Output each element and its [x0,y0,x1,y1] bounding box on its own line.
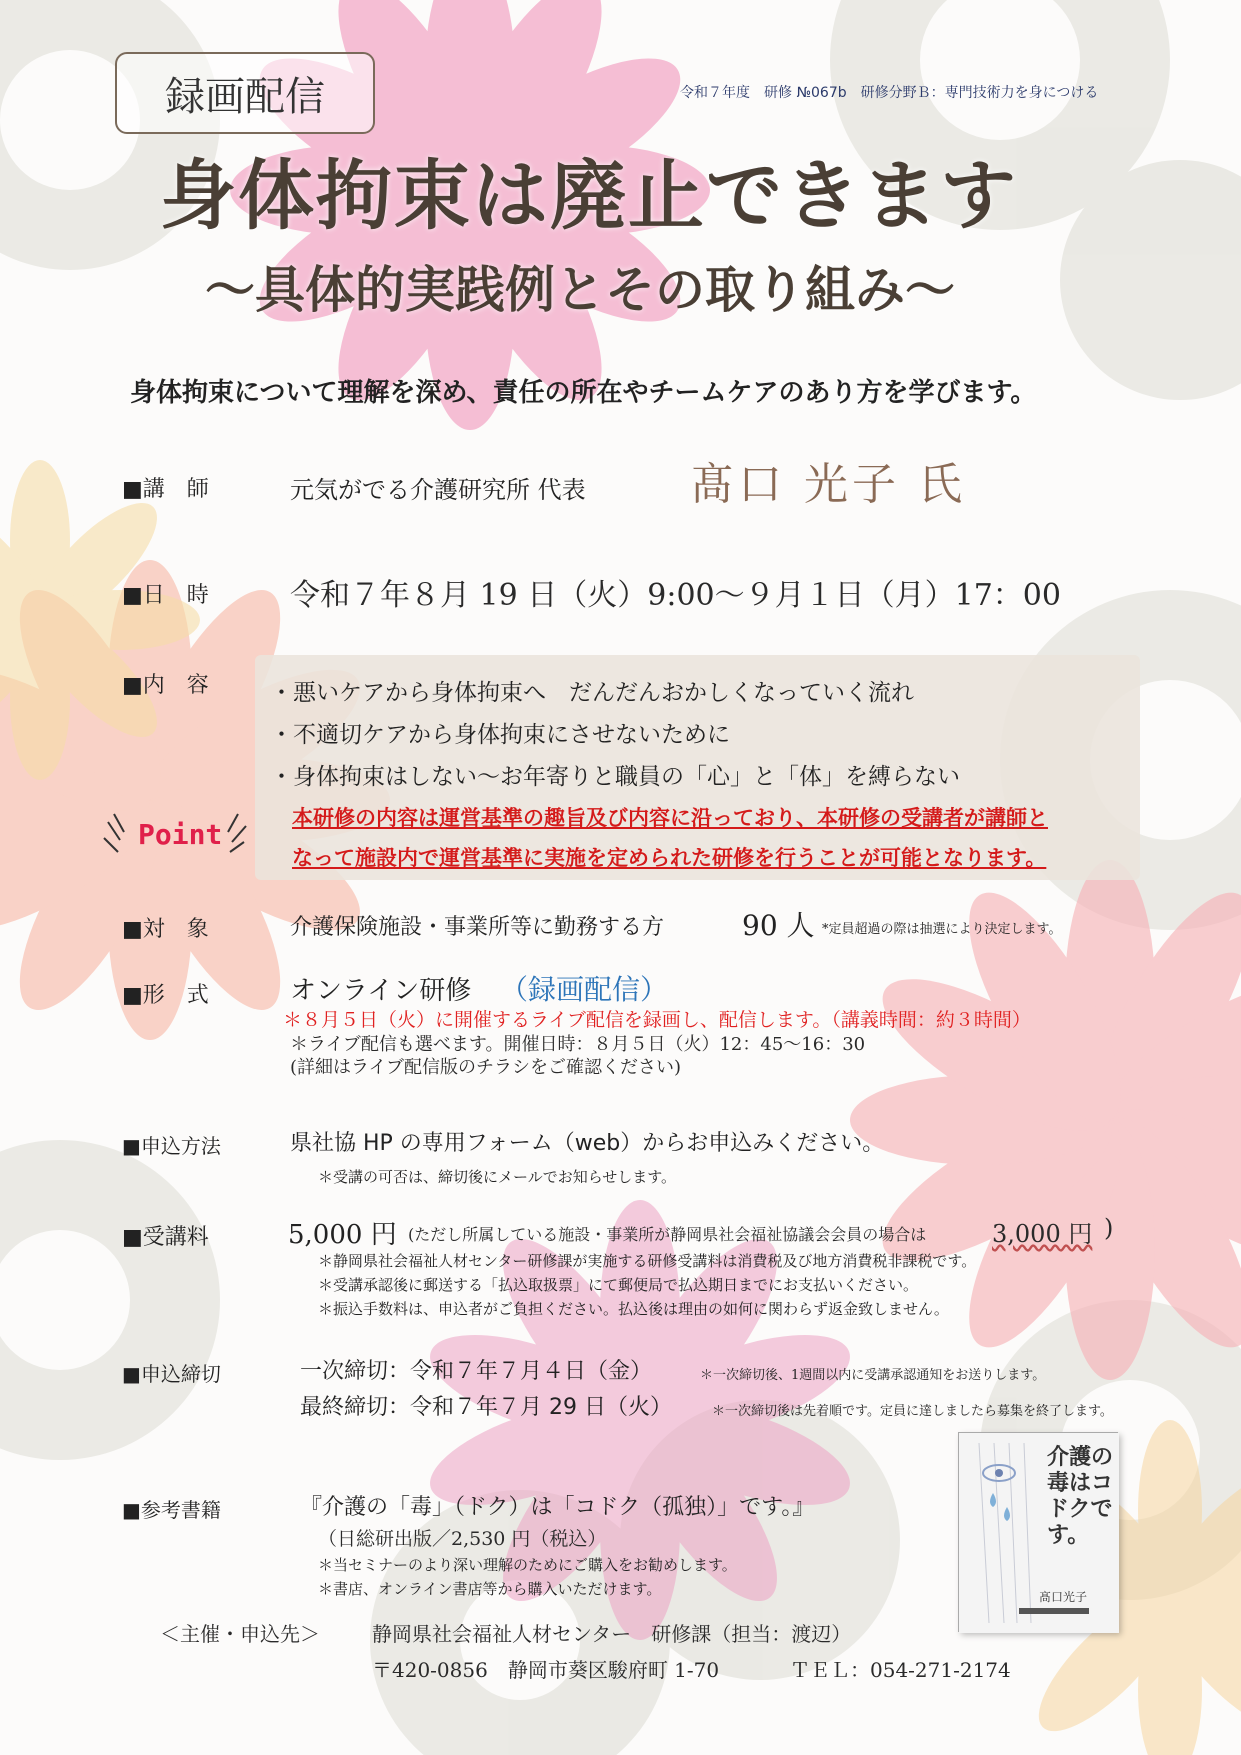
speaker-affiliation: 元気がでる介護研究所 代表 [290,476,586,504]
speaker-name: 髙口 光子 氏 [690,459,966,510]
host-label: ＜主催・申込先＞ [160,1622,320,1646]
fee-close-paren: ) [1104,1214,1114,1242]
content-item: ・身体拘束はしない～お年寄りと職員の「心」と「体」を縛らない [270,764,960,790]
datetime-value: 令和７年８月 19 日（火）9:00～９月１日（月）17：00 [290,578,1061,613]
book-cover-title: 介護の毒はコドクです。 [1047,1445,1114,1548]
deadline-first: 一次締切：令和７年７月４日（金） [300,1359,653,1384]
recording-badge: 録画配信 [115,52,375,134]
book-cover-author: 髙口光子 [1039,1590,1088,1604]
host-address: 〒420-0856 静岡市葵区駿府町 1-70 [372,1658,720,1682]
speaker-label: ■講 師 [122,477,209,502]
format-note1: ＊ライブ配信も選べます。開催日時：８月５日（火）12：45～16：30 [290,1034,866,1055]
format-note-red: ＊８月５日（火）に開催するライブ配信を録画し、配信します。（講義時間：約３時間） [283,1009,1031,1031]
target-value: 介護保険施設・事業所等に勤務する方 [290,915,665,940]
fee-label: ■受講料 [122,1225,209,1250]
content-item: ・不適切ケアから身体拘束にさせないために [270,722,730,748]
book-cover-image [958,1432,1118,1632]
deadline-first-note: ＊一次締切後、1週間以内に受講承認通知をお送りします。 [700,1368,1046,1383]
book-note1: ＊当セミナーのより深い理解のためにご購入をお勧めします。 [318,1556,737,1574]
book-note2: ＊書店、オンライン書店等から購入いただけます。 [318,1580,662,1598]
book-title: 『介護の「毒」（ドク）は「コドク（孤独）」です。』 [300,1495,815,1520]
content-label: ■内 容 [122,673,209,698]
format-note2: (詳細はライブ配信版のチラシをご確認ください) [290,1057,681,1078]
page-subtitle: ～具体的実践例とその取り組み～ [205,261,955,319]
fee-member-price: 3,000 円 [992,1220,1093,1248]
deadline-final: 最終締切：令和７年７月 29 日（火） [300,1395,672,1420]
host-tel: ＴＥＬ：054-271-2174 [790,1658,1011,1682]
course-info: 令和７年度 研修 №067b 研修分野Ｂ：専門技術力を身につける [680,85,1099,101]
host-name: 静岡県社会福祉人材センター 研修課（担当：渡辺） [372,1622,852,1646]
target-capacity: 90 人 [742,909,815,942]
fee-note: ＊受講承認後に郵送する「払込取扱票」にて郵便局で払込期日までにお支払いください。 [318,1276,919,1294]
lead-text: 身体拘束について理解を深め、責任の所在やチームケアのあり方を学びます。 [130,378,1037,408]
point-accent-icon [100,808,250,868]
training-note-line1: 本研修の内容は運営基準の趣旨及び内容に沿っており、本研修の受講者が講師と [292,806,1048,830]
format-label: ■形 式 [122,983,209,1008]
format-value: オンライン研修 [290,976,472,1006]
apply-label: ■申込方法 [122,1134,221,1158]
fee-note: ＊静岡県社会福祉人材センター研修課が実施する研修受講料は消費税及び地方消費税非課税です。 [318,1252,977,1270]
deadline-label: ■申込締切 [122,1362,221,1386]
fee-value-note: (ただし所属している施設・事業所が静岡県社会福祉協議会会員の場合は [408,1225,927,1244]
apply-note: ＊受講の可否は、締切後にメールでお知らせします。 [318,1168,677,1186]
page-title: 身体拘束は廃止できます [160,151,1018,240]
format-recording: （録画配信） [500,973,669,1006]
book-label: ■参考書籍 [122,1498,221,1522]
apply-value: 県社協 HP の専用フォーム（web）からお申込みください。 [290,1131,885,1156]
datetime-label: ■日 時 [122,583,209,608]
book-publisher: （日総研出版／2,530 円（税込） [318,1528,607,1550]
deadline-final-note: ＊一次締切後は先着順です。定員に達しましたら募集を終了します。 [712,1404,1113,1419]
target-label: ■対 象 [122,917,209,942]
fee-value: 5,000 円 [288,1220,397,1250]
target-note: *定員超過の際は抽選により決定します。 [822,922,1062,937]
fee-note: ＊振込手数料は、申込者がご負担ください。払込後は理由の如何に関わらず返金致しません。 [318,1300,949,1318]
training-note-line2: なって施設内で運営基準に実施を定められた研修を行うことが可能となります。 [292,846,1047,870]
content-item: ・悪いケアから身体拘束へ だんだんおかしくなっていく流れ [270,680,914,706]
point-label: Point [138,818,223,851]
